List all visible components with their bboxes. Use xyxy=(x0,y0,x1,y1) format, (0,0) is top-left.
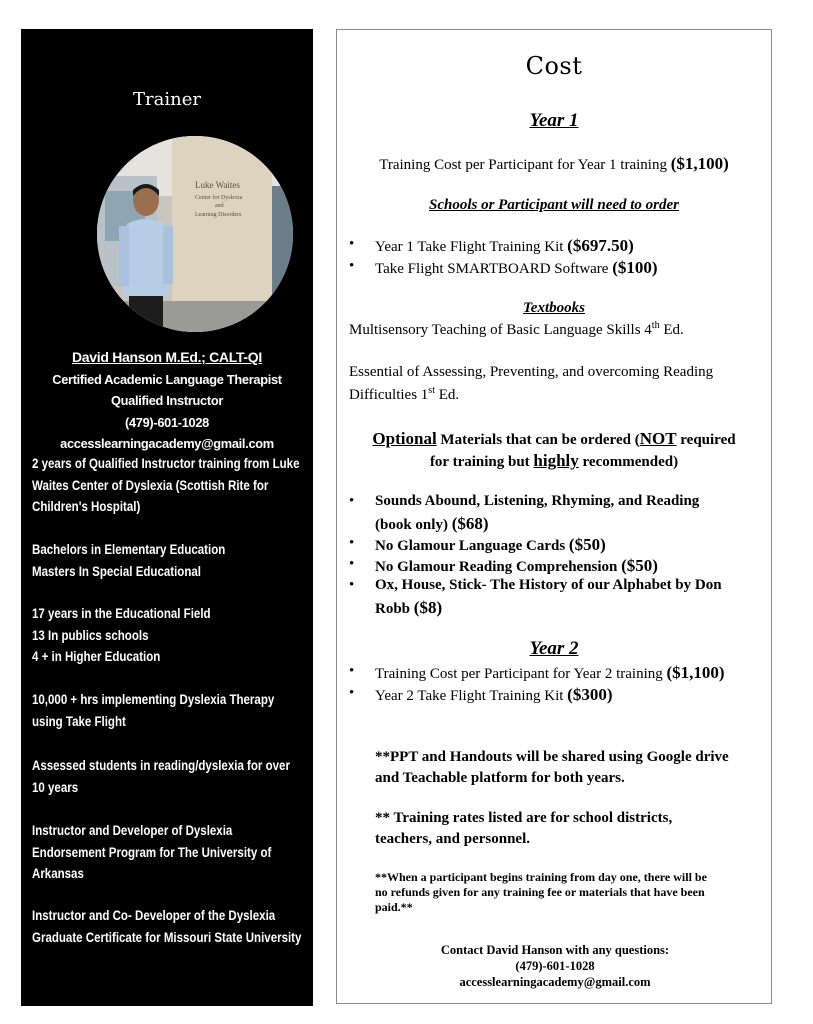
bio-line: Assessed students in reading/dyslexia for over xyxy=(32,758,290,773)
bio-line: Children's Hospital) xyxy=(32,499,141,514)
note-3-line3: paid.** xyxy=(375,900,413,914)
bio-line: Instructor and Co- Developer of the Dyslexia xyxy=(32,908,276,923)
edition: Ed. xyxy=(434,387,460,403)
bio-line: Arkansas xyxy=(32,866,84,881)
optional-text: for training but xyxy=(429,454,534,470)
trainer-name: David Hanson M.Ed.; CALT-QI xyxy=(72,349,262,365)
item-price: ($50) xyxy=(568,535,606,554)
year1-training-cost xyxy=(337,154,771,174)
item-label: Year 1 Take Flight Training Kit xyxy=(375,239,564,255)
bio-line: Instructor and Developer of Dyslexia xyxy=(32,823,233,838)
bullet: • xyxy=(349,493,355,509)
sign-line: Luke Waites xyxy=(195,180,240,190)
bio-line: 2 years of Qualified Instructor training from Luke xyxy=(32,456,300,471)
trainer-panel xyxy=(21,29,313,1006)
optional-line1 xyxy=(337,429,771,449)
textbook-2-title: Difficulties 1 xyxy=(349,387,429,403)
textbook-2-line2 xyxy=(349,387,459,404)
bio-line: 4 + in Higher Education xyxy=(32,649,161,664)
note-2-line2: teachers, and personnel. xyxy=(375,831,530,847)
note-1-line1: **PPT and Handouts will be shared using Google drive xyxy=(375,749,729,765)
bullet: • xyxy=(349,685,355,701)
year1-training-label: Training Cost per Participant for Year 1 training xyxy=(379,157,667,173)
item-label: Training Cost per Participant for Year 2 training xyxy=(375,666,663,682)
bullet: • xyxy=(349,577,355,593)
order-heading: Schools or Participant will need to order xyxy=(428,197,680,213)
bio-line: Graduate Certificate for Missouri State University xyxy=(32,929,302,945)
bullet: • xyxy=(349,535,355,551)
superscript: th xyxy=(651,320,660,331)
item-label: Robb xyxy=(375,601,411,617)
bullet: • xyxy=(349,236,355,252)
bio-line: 13 In publics schools xyxy=(32,627,149,643)
trainer-heading: Trainer xyxy=(133,89,201,110)
note-3-line1: **When a participant begins training from day one, there will be xyxy=(375,870,707,884)
year1-heading: Year 1 xyxy=(529,110,579,131)
bio-line: 17 years in the Educational Field xyxy=(32,606,211,621)
item-price: ($300) xyxy=(567,685,613,704)
trainer-phone: (479)-601-1028 xyxy=(124,414,210,430)
item-label: Ox, House, Stick- The History of our Alphabet by Don xyxy=(375,577,722,593)
not-word: NOT xyxy=(639,429,677,448)
edition: Ed. xyxy=(659,322,684,338)
optional-word: Optional xyxy=(372,429,437,448)
item-price: ($50) xyxy=(621,556,658,575)
trainer-qualification: Qualified Instructor xyxy=(110,393,224,408)
textbook-1 xyxy=(349,322,684,339)
bio-line: Endorsement Program for The University of xyxy=(32,844,272,860)
textbook-1-title: Multisensory Teaching of Basic Language Skills 4 xyxy=(349,322,652,338)
item-label: No Glamour Reading Comprehension xyxy=(375,559,618,575)
trainer-photo xyxy=(97,136,293,332)
bio-line: 10,000 + hrs implementing Dyslexia Therapy xyxy=(32,692,275,707)
note-1-line2: and Teachable platform for both years. xyxy=(375,770,625,786)
textbooks-heading: Textbooks xyxy=(523,300,585,316)
year2-heading: Year 2 xyxy=(529,638,579,659)
trainer-contact xyxy=(21,347,313,455)
year1-training-price: ($1,100) xyxy=(670,154,729,173)
trainer-credential: Certified Academic Language Therapist xyxy=(52,371,282,387)
bio-line: Bachelors in Elementary Education xyxy=(32,542,226,557)
optional-text: Materials that can be ordered ( xyxy=(436,432,640,448)
item-label: Take Flight SMARTBOARD Software xyxy=(375,261,609,277)
item-price: ($100) xyxy=(612,258,658,277)
item-price: ($1,100) xyxy=(666,663,725,682)
trainer-email: accesslearningacademy@gmail.com xyxy=(60,436,274,451)
footer-email: accesslearningacademy@gmail.com xyxy=(459,975,651,989)
optional-line2 xyxy=(337,451,771,471)
item-label: Year 2 Take Flight Training Kit xyxy=(375,688,564,704)
item-label: (book only) xyxy=(375,517,448,533)
note-2-line1: ** Training rates listed are for school districts, xyxy=(375,810,673,826)
bio-line: 10 years xyxy=(32,779,79,795)
note-3-line2: no refunds given for any training fee or materials that have been xyxy=(375,885,705,899)
bio-line: using Take Flight xyxy=(32,713,126,729)
footer-line1: Contact David Hanson with any questions: xyxy=(440,943,670,957)
textbook-2-line1: Essential of Assessing, Preventing, and overcoming Reading xyxy=(349,364,714,380)
optional-text: recommended) xyxy=(578,454,679,470)
bullet: • xyxy=(349,258,355,274)
cost-panel xyxy=(336,29,772,1004)
sign-line: and xyxy=(215,203,224,209)
superscript: st xyxy=(428,385,435,396)
bullet: • xyxy=(349,663,355,679)
item-price: ($8) xyxy=(413,598,443,617)
item-label: No Glamour Language Cards xyxy=(375,538,569,554)
footer-phone: (479)-601-1028 xyxy=(515,959,595,973)
sign-line: Center for Dyslexia xyxy=(195,195,243,201)
optional-text: required xyxy=(676,432,736,448)
item-price: ($697.50) xyxy=(567,236,634,255)
item-label: Sounds Abound, Listening, Rhyming, and Reading xyxy=(375,493,700,509)
cost-title: Cost xyxy=(525,52,583,80)
highly-word: highly xyxy=(533,451,579,470)
bio-line: Masters In Special Educational xyxy=(32,563,201,579)
item-price: ($68) xyxy=(451,514,489,533)
sign-line: Learning Disorders xyxy=(195,212,242,218)
bio-line: Waites Center of Dyslexia (Scottish Rite for xyxy=(32,477,269,493)
bullet: • xyxy=(349,556,355,572)
